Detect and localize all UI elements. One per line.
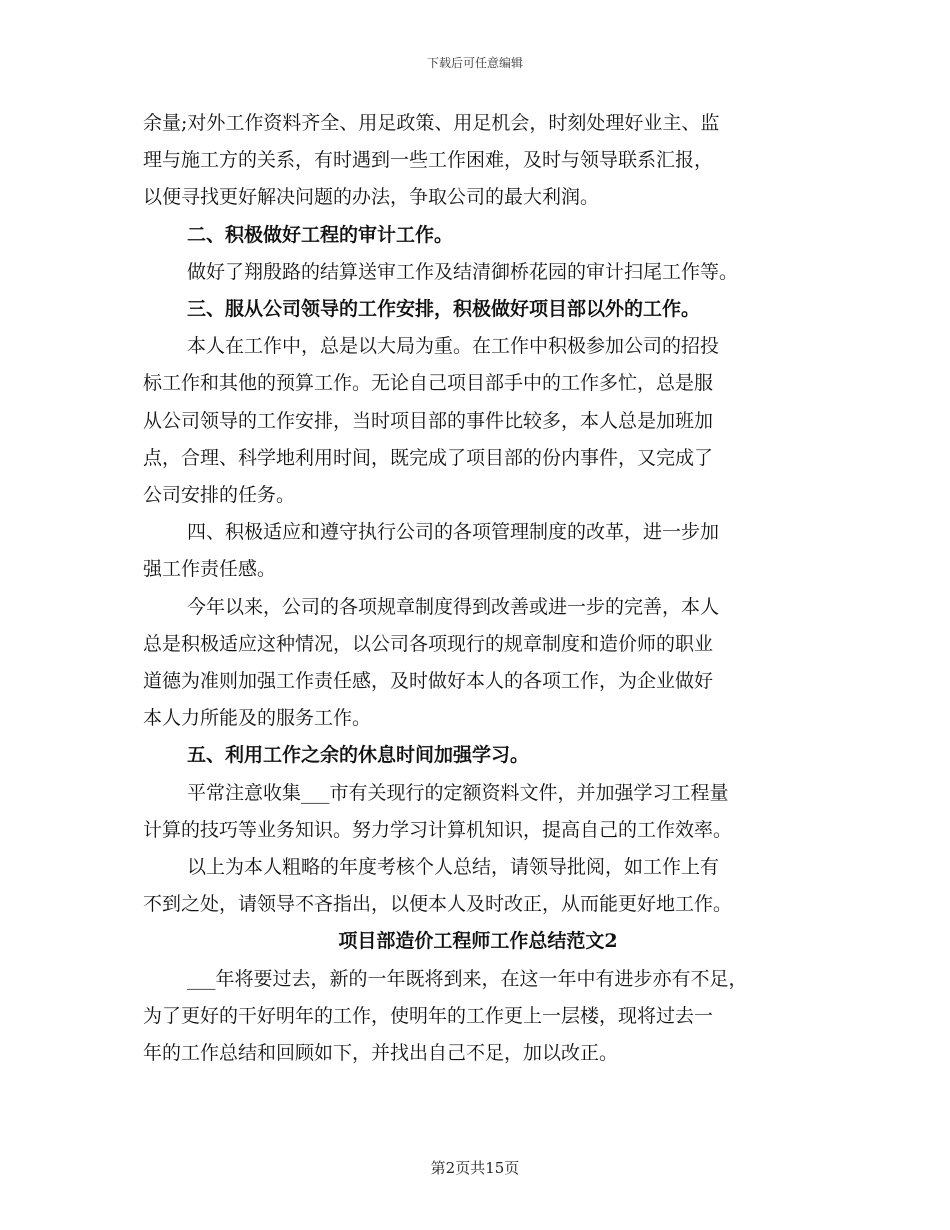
- paragraph-line: 今年以来，公司的各项规章制度得到改善或进一步的完善，本人: [187, 595, 720, 618]
- section-heading: 二、积极做好工程的审计工作。: [187, 223, 454, 246]
- page-header: 下载后可任意编辑: [426, 56, 523, 70]
- paragraph-line: 计算的技巧等业务知识。努力学习计算机知识，提高自己的工作效率。: [143, 818, 733, 841]
- paragraph-line: 强工作责任感。: [143, 558, 277, 581]
- paragraph-line: 本人力所能及的服务工作。: [143, 707, 372, 730]
- paragraph-line: 总是积极适应这种情况，以公司各项现行的规章制度和造价师的职业: [143, 632, 714, 655]
- paragraph-line: ___年将要过去，新的一年既将到来，在这一年中有进步亦有不足，: [187, 967, 748, 990]
- paragraph-line: 本人在工作中，总是以大局为重。在工作中积极参加公司的招投: [187, 335, 720, 358]
- paragraph-line: 做好了翔殷路的结算送审工作及结清御桥花园的审计扫尾工作等。: [187, 260, 739, 283]
- paragraph-line: 平常注意收集___市有关现行的定额资料文件，并加强学习工程量: [187, 781, 729, 804]
- section-heading: 五、利用工作之余的休息时间加强学习。: [187, 744, 530, 767]
- paragraph-line: 标工作和其他的预算工作。无论自己项目部手中的工作多忙，总是服: [143, 372, 714, 395]
- page-footer: 第2页共15页: [430, 1159, 520, 1177]
- paragraph-line: 为了更好的干好明年的工作，使明年的工作更上一层楼，现将过去一: [143, 1004, 714, 1027]
- paragraph-line: 从公司领导的工作安排，当时项目部的事件比较多，本人总是加班加: [143, 409, 714, 432]
- paragraph-line: 年的工作总结和回顾如下，并找出自己不足，加以改正。: [143, 1042, 619, 1064]
- paragraph-line: 不到之处，请领导不吝指出，以便本人及时改正，从而能更好地工作。: [143, 893, 733, 916]
- paragraph-line: 公司安排的任务。: [143, 484, 296, 506]
- section-title: 项目部造价工程师工作总结范文2: [338, 930, 618, 953]
- paragraph-line: 四、积极适应和遵守执行公司的各项管理制度的改革，进一步加: [187, 521, 720, 544]
- paragraph-line: 以便寻找更好解决问题的办法，争取公司的最大利润。: [143, 186, 600, 209]
- paragraph-line: 余量;对外工作资料齐全、用足政策、用足机会，时刻处理好业主、监: [143, 112, 720, 134]
- paragraph-line: 道德为准则加强工作责任感，及时做好本人的各项工作，为企业做好: [143, 670, 714, 692]
- paragraph-line: 以上为本人粗略的年度考核个人总结，请领导批阅，如工作上有: [187, 856, 720, 878]
- paragraph-line: 点，合理、科学地利用时间，既完成了项目部的份内事件，又完成了: [143, 446, 714, 469]
- section-heading: 三、服从公司领导的工作安排，积极做好项目部以外的工作。: [187, 298, 701, 320]
- paragraph-line: 理与施工方的关系，有时遇到一些工作困难，及时与领导联系汇报，: [143, 149, 714, 172]
